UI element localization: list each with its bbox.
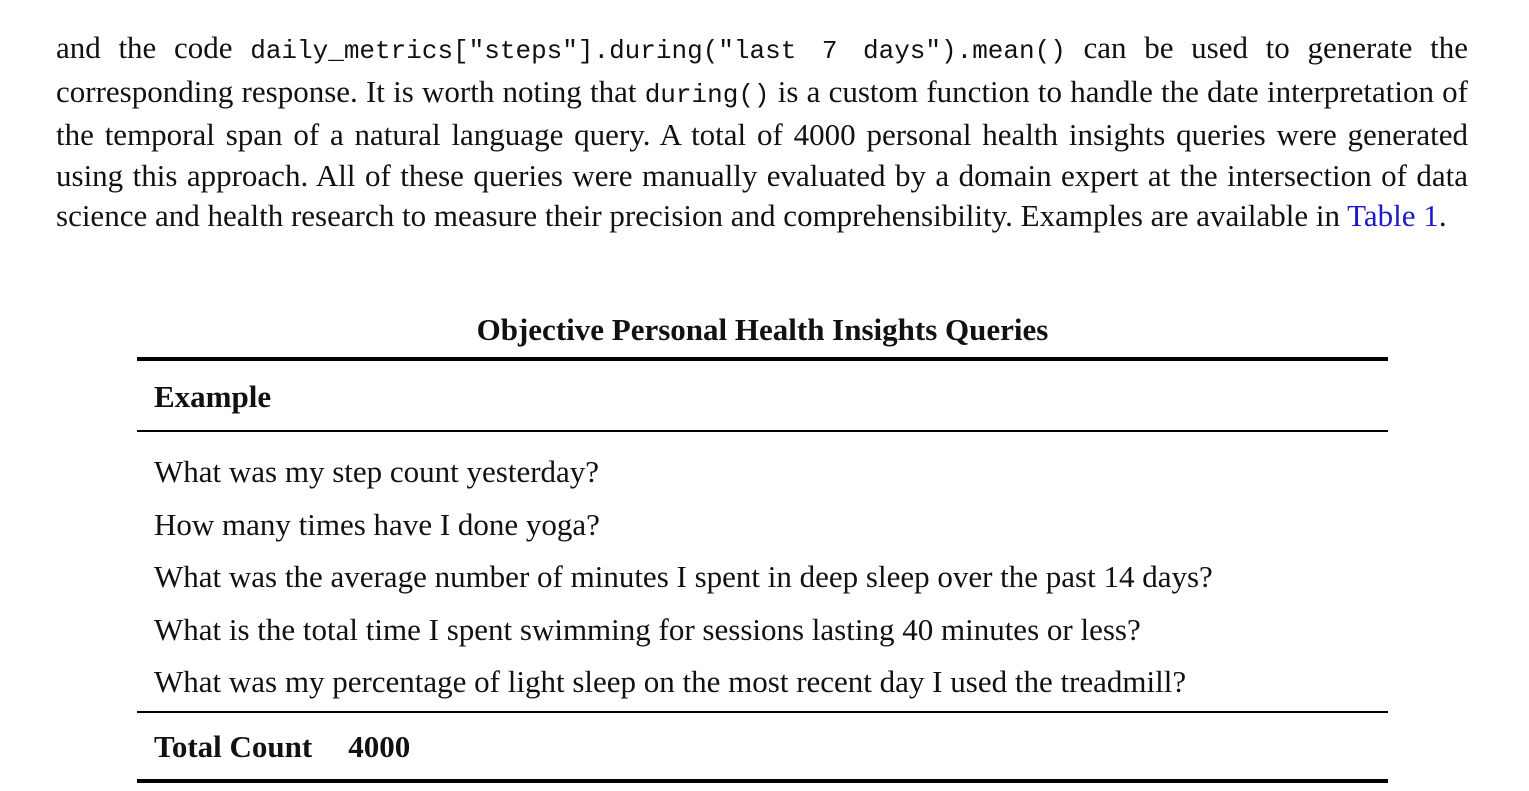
table-header-example: Example (154, 379, 272, 414)
table-header-rule (137, 430, 1388, 432)
table-title: Objective Personal Health Insights Queries (476, 312, 1049, 347)
table-row: What is the total time I spent swimming for sessions lasting 40 minutes or less? (154, 611, 1141, 647)
body-paragraph (56, 28, 1468, 237)
table-row: What was my percentage of light sleep on the most recent day I used the treadmill? (154, 664, 1187, 700)
code-snippet-daily-metrics: daily_metrics["steps"].during("last 7 days").mean() (250, 36, 1066, 66)
table-total-row (154, 726, 410, 768)
table-row: How many times have I done yoga? (154, 506, 600, 542)
paragraph-text-4: . (1438, 198, 1447, 234)
table-row: What was my step count yesterday? (154, 454, 600, 489)
code-snippet-during: during() (644, 79, 770, 110)
table-reference-link[interactable]: Table 1 (1347, 198, 1439, 234)
paragraph-text-2: can be used to generate the corresponding response. It is worth noting that (56, 30, 1469, 109)
total-count-value: 4000 (348, 729, 411, 764)
paragraph-text-1: and the code (56, 30, 251, 65)
paragraph-text-3: is a custom function to handle the date interpretation of the temporal span of a natural language query. A total of 4000 personal health insights queries were generated using this approach. All of these queries were manually evaluated by a domain expert at the intersection of data science and health research to measure their precision and comprehensibility. Examples are available in (56, 73, 1468, 234)
total-count-label: Total Count (154, 729, 313, 764)
table-bottom-rule (137, 779, 1388, 783)
table-total-rule (137, 711, 1388, 713)
table-top-rule (137, 357, 1388, 361)
table-body (154, 446, 1213, 709)
table-row: What was the average number of minutes I spent in deep sleep over the past 14 days? (154, 559, 1213, 595)
